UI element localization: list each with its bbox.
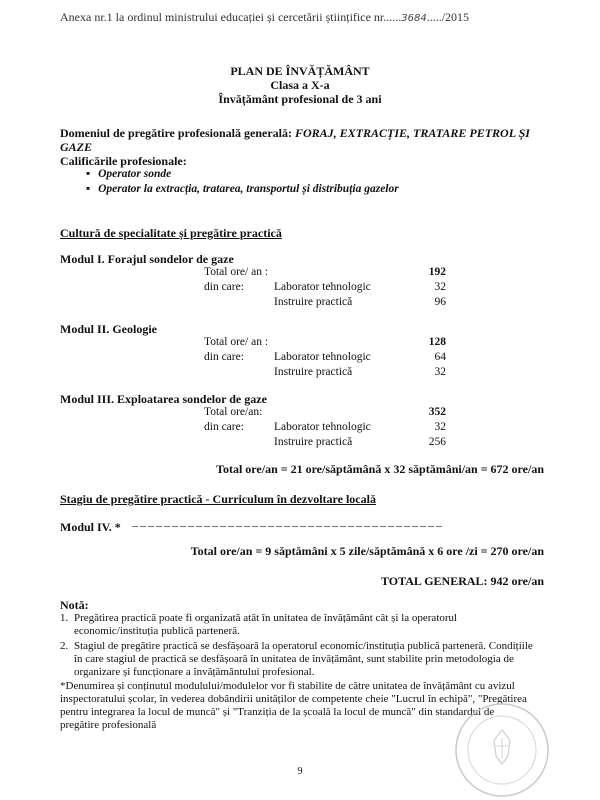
lab-value: 32 — [434, 421, 446, 433]
din-care-label: din care: — [204, 281, 244, 293]
year-suffix: /2015 — [441, 10, 470, 24]
lab-value: 32 — [434, 281, 446, 293]
domain-value: FORAJ, EXTRACȚIE, TRATARE PETROL ȘI — [294, 126, 530, 140]
star-note-line: inspectoratului școlar, în vederea dobândirii unităților de competente cheie "Lucrul în echipă", "Pregătirea — [60, 693, 527, 705]
domain-value-cont: GAZE — [60, 140, 93, 154]
modul4-blank-line: _______________________________________ — [132, 514, 444, 528]
notes-title: Notă: — [60, 598, 89, 612]
module-title: Modul I. Forajul sondelor de gaze — [60, 252, 234, 266]
module-total-value: 352 — [428, 406, 446, 418]
note-2-line: Stagiul de pregătire practică se desfășoară la operatorul economic/instituția publică parteneră. Condițiile — [74, 640, 533, 652]
module-total-label: Total ore/an: — [204, 406, 263, 418]
note-1-line: Pregătirea practică poate fi organizată atât în unitatea de învățământ cât și la operatorul — [74, 612, 458, 624]
total-hours-specialitate: Total ore/an = 21 ore/săptămână x 32 săptămâni/an = 672 ore/an — [216, 462, 544, 476]
star-note-line: *Denumirea și conținutul modulului/modulelor vor fi stabilite de către unitatea de învățământ cu avizul — [60, 680, 515, 692]
module-title: Modul III. Exploatarea sondelor de gaze — [60, 392, 267, 406]
lab-label: Laborator tehnologic — [274, 421, 371, 433]
din-care-label: din care: — [204, 421, 244, 433]
order-number: 3684 — [401, 13, 427, 24]
lab-label: Laborator tehnologic — [274, 351, 371, 363]
annex-text: Anexa nr.1 la ordinul ministrului educației și cercetării științifice nr — [60, 10, 384, 24]
lab-label: Laborator tehnologic — [274, 281, 371, 293]
star-note-line: pentru integrarea la locul de muncă" și "Tranziția de la școală la locul de muncă" din standardul de — [60, 706, 495, 718]
domain-line — [60, 126, 530, 141]
section-title-stagiu: Stagiu de pregătire practică - Curriculum în dezvoltare locală — [60, 492, 376, 506]
star-note-line: pregătire profesională — [60, 719, 157, 731]
note-number: 1. — [60, 612, 69, 624]
instr-label: Instruire practică — [274, 436, 353, 448]
qualification-item: ▪ Operator la extracția, tratarea, transportul și distribuția gazelor — [86, 183, 399, 195]
instr-value: 32 — [434, 366, 446, 378]
instr-value: 256 — [428, 436, 446, 448]
section-title-specialitate: Cultură de specialitate și pregătire practică — [60, 226, 282, 240]
page-number: 9 — [297, 766, 303, 777]
module-title: Modul II. Geologie — [60, 322, 158, 336]
instr-label: Instruire practică — [274, 366, 353, 378]
total-general: TOTAL GENERAL: 942 ore/an — [380, 574, 544, 588]
module-total-value: 128 — [428, 336, 446, 348]
plan-class: Clasa a X-a — [270, 78, 330, 92]
plan-type: Învățământ profesional de 3 ani — [218, 92, 382, 106]
qualifications-label: Calificările profesionale: — [60, 154, 187, 168]
instr-label: Instruire practică — [274, 296, 353, 308]
domain-label: Domeniul de pregătire profesională generală: — [60, 126, 292, 140]
note-2-line: în care stagiul de practică se desfășoară în unitatea de învățământ, sunt stabilite prin metodologia de — [74, 653, 514, 665]
qualification-item: ▪ Operator sonde — [86, 168, 171, 180]
annex-header: Anexa nr.1 la ordinul ministrului educației și cercetării științifice nr......3684...../2015 — [60, 10, 470, 24]
note-2-line: organizare și funcționare a învățământului profesional. — [74, 666, 315, 678]
lab-value: 64 — [434, 351, 446, 363]
module-total-value: 192 — [428, 266, 446, 278]
plan-title: PLAN DE ÎNVĂȚĂMÂNT — [230, 64, 370, 78]
note-number: 2. — [60, 640, 69, 652]
ministry-stamp-icon — [452, 700, 552, 800]
din-care-label: din care: — [204, 351, 244, 363]
instr-value: 96 — [434, 296, 446, 308]
modul4-label: Modul IV. * — [60, 520, 121, 534]
note-1-line: economic/instituția publică parteneră. — [74, 625, 240, 637]
module-total-label: Total ore/ an : — [204, 266, 269, 278]
module-total-label: Total ore/ an : — [204, 336, 269, 348]
total-hours-stagiu: Total ore/an = 9 săptămâni x 5 zile/săptămână x 6 ore /zi = 270 ore/an — [190, 544, 544, 558]
